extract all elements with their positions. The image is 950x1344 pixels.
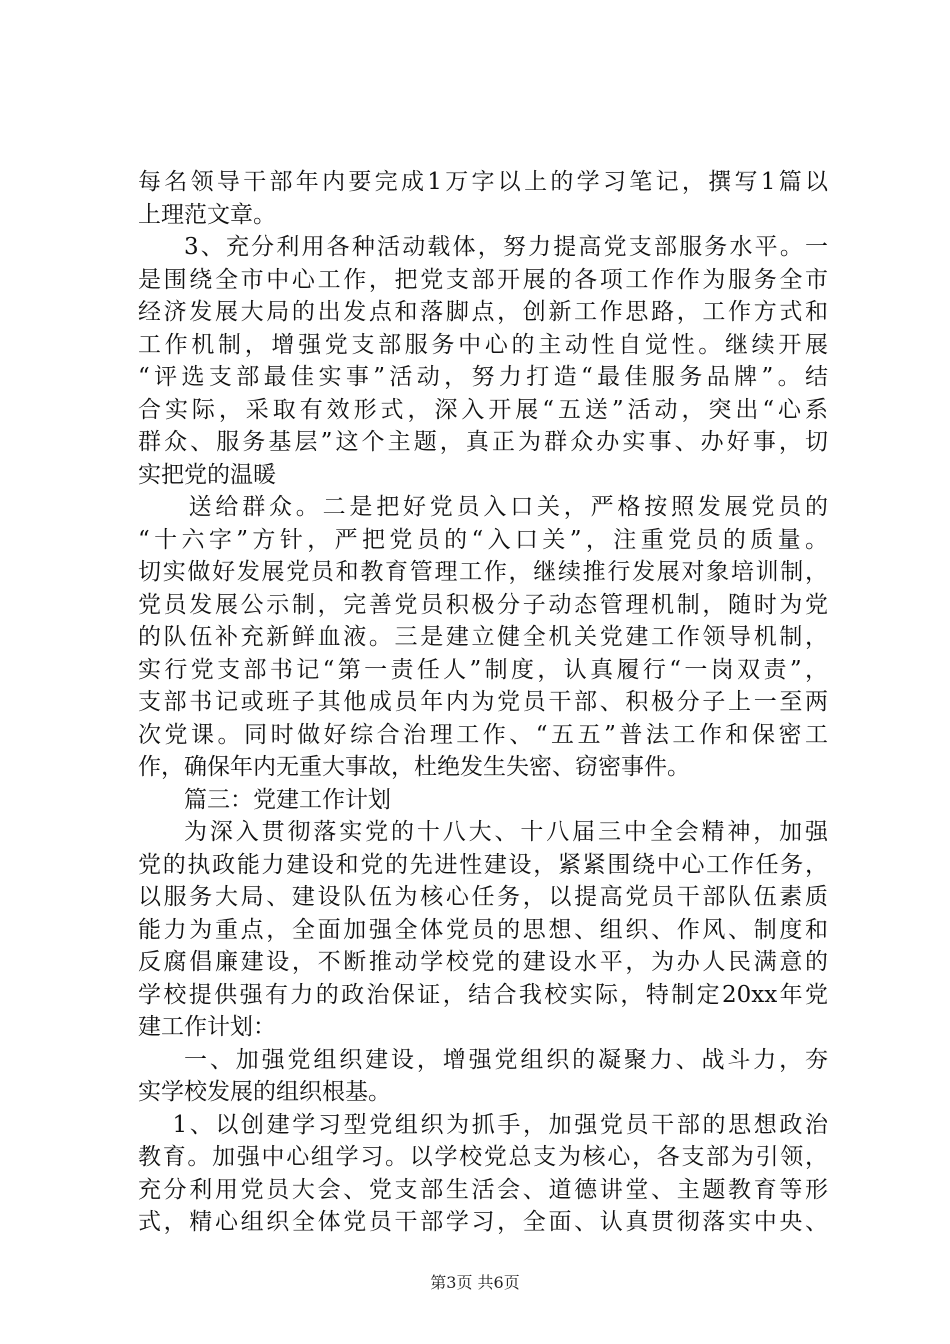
text-line: 教育。加强中心组学习。以学校党总支为核心，各支部为引领， <box>138 1144 828 1170</box>
text-line: 1、以创建学习型党组织为抓手，加强党员干部的思想政治 <box>172 1111 828 1138</box>
text-line: 经济发展大局的出发点和落脚点，创新工作思路，工作方式和 <box>138 299 828 325</box>
text-line: 党员发展公示制，完善党员积极分子动态管理机制，随时为党 <box>138 591 828 618</box>
text-line: 实行党支部书记“第一责任人”制度，认真履行“一岗双责”， <box>138 656 828 683</box>
text-line: 反腐倡廉建设，不断推动学校党的建设水平，为办人民满意的 <box>138 949 828 975</box>
text-line: 上理范文章。 <box>138 201 276 228</box>
text-line: “十六字”方针，严把党员的“入口关”，注重党员的质量。 <box>138 526 828 553</box>
text-line: 以服务大局、建设队伍为核心任务，以提高党员干部队伍素质 <box>138 884 828 910</box>
text-line: 充分利用党员大会、党支部生活会、道德讲堂、主题教育等形 <box>138 1176 828 1203</box>
text-line: 篇三：党建工作计划 <box>184 786 391 813</box>
text-line: “评选支部最佳实事”活动，努力打造“最佳服务品牌”。结 <box>138 364 828 390</box>
text-line: 次党课。同时做好综合治理工作、“五五”普法工作和保密工 <box>138 721 828 748</box>
text-line: 工作机制，增强党支部服务中心的主动性自觉性。继续开展 <box>138 331 828 358</box>
page-footer: 第3页 共6页 <box>430 1273 520 1292</box>
text-line: 式，精心组织全体党员干部学习，全面、认真贯彻落实中央、 <box>138 1209 828 1235</box>
text-line: 的队伍补充新鲜血液。三是建立健全机关党建工作领导机制， <box>138 624 828 650</box>
text-line: 每名领导干部年内要完成1万字以上的学习笔记，撰写1篇以 <box>138 169 828 195</box>
text-line: 合实际，采取有效形式，深入开展“五送”活动，突出“心系 <box>138 396 828 423</box>
text-line: 实把党的温暖 <box>138 461 276 488</box>
document-body <box>138 166 828 1239</box>
text-line: 群众、服务基层”这个主题，真正为群众办实事、办好事，切 <box>138 429 828 455</box>
text-line: 实学校发展的组织根基。 <box>138 1079 391 1105</box>
text-line: 切实做好发展党员和教育管理工作，继续推行发展对象培训制， <box>138 559 828 585</box>
text-line: 为深入贯彻落实党的十八大、十八届三中全会精神，加强 <box>184 819 828 845</box>
text-line: 党的执政能力建设和党的先进性建设，紧紧围绕中心工作任务， <box>138 851 828 878</box>
text-line: 是围绕全市中心工作，把党支部开展的各项工作作为服务全市 <box>138 266 828 293</box>
text-line: 支部书记或班子其他成员年内为党员干部、积极分子上一至两 <box>138 689 828 715</box>
text-line: 能力为重点，全面加强全体党员的思想、组织、作风、制度和 <box>138 916 828 943</box>
text-line: 建工作计划： <box>138 1014 276 1040</box>
text-line: 学校提供强有力的政治保证，结合我校实际，特制定20xx年党 <box>138 981 828 1008</box>
text-line: 一、加强党组织建设，增强党组织的凝聚力、战斗力，夯 <box>184 1046 828 1073</box>
text-line: 3、充分利用各种活动载体，努力提高党支部服务水平。一 <box>184 234 828 260</box>
text-line: 送给群众。二是把好党员入口关，严格按照发展党员的 <box>188 494 828 520</box>
text-line: 作，确保年内无重大事故，杜绝发生失密、窃密事件。 <box>138 754 690 780</box>
